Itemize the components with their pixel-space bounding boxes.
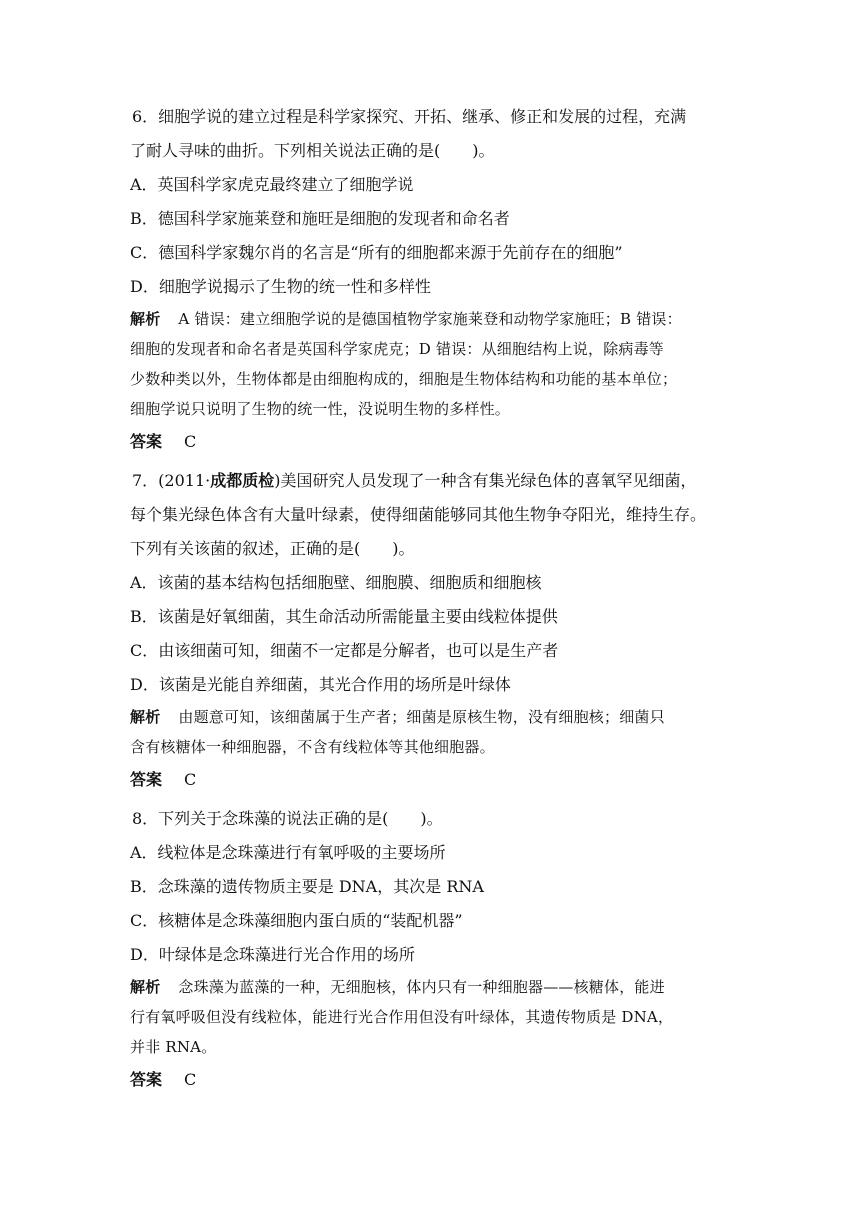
answer-label: 答案 [130,432,163,451]
explanation [130,304,734,424]
answer-label: 答案 [130,770,163,789]
option-b: B．德国科学家施莱登和施旺是细胞的发现者和命名者 [130,209,510,228]
stem-line: 6．细胞学说的建立过程是科学家探究、开拓、继承、修正和发展的过程，充满 [132,107,687,126]
explanation-text: A 错误：建立细胞学说的是德国植物学家施莱登和动物学家施旺；B 错误： [178,310,682,328]
question-6 [130,100,734,460]
answer-value: C [184,1070,197,1089]
option-c: C．德国科学家魏尔肖的名言是“所有的细胞都来源于先前存在的细胞” [130,243,623,262]
explanation-label: 解析 [130,310,161,328]
option-a: A．线粒体是念珠藻进行有氧呼吸的主要场所 [130,843,446,862]
stem-rest: )美国研究人员发现了一种含有集光绿色体的喜氧罕见细菌， [274,471,697,490]
explanation-text: 含有核糖体一种细胞器，不含有线粒体等其他细胞器。 [130,738,495,756]
answer [130,1062,734,1098]
explanation-label: 解析 [130,708,161,726]
question-stem [130,802,734,836]
option-c: C．由该细菌可知，细菌不一定都是分解者，也可以是生产者 [130,641,559,660]
answer-label: 答案 [130,1070,163,1089]
option-b: B．念珠藻的遗传物质主要是 DNA，其次是 RNA [130,877,484,896]
option-a: A．英国科学家虎克最终建立了细胞学说 [130,175,414,194]
stem-line: 每个集光绿色体含有大量叶绿素，使得细菌能够同其他生物争夺阳光，维持生存。 [130,505,707,524]
stem-prefix: 7．(2011· [132,471,211,490]
option-d: D．细胞学说揭示了生物的统一性和多样性 [130,277,431,296]
explanation [130,972,734,1062]
document-page [130,100,734,1102]
explanation-label: 解析 [130,978,161,996]
stem-source: 成都质检 [210,471,275,490]
option-b: B．该菌是好氧细菌，其生命活动所需能量主要由线粒体提供 [130,607,558,626]
option-c: C．核糖体是念珠藻细胞内蛋白质的“装配机器” [130,911,463,930]
stem-line: 了耐人寻味的曲折。下列相关说法正确的是( )。 [130,141,495,160]
question-7 [130,464,734,798]
explanation-text: 行有氧呼吸但没有线粒体，能进行光合作用但没有叶绿体，其遗传物质是 DNA， [130,1008,674,1026]
explanation-text: 细胞学说只说明了生物的统一性，没说明生物的多样性。 [130,400,511,418]
explanation-text: 细胞的发现者和命名者是英国科学家虎克；D 错误：从细胞结构上说，除病毒等 [130,340,664,358]
question-stem [130,100,734,168]
answer [130,424,734,460]
option-a: A．该菌的基本结构包括细胞壁、细胞膜、细胞质和细胞核 [130,573,542,592]
stem-line: 8．下列关于念珠藻的说法正确的是( )。 [132,809,443,828]
explanation-text: 少数种类以外，生物体都是由细胞构成的，细胞是生物体结构和功能的基本单位； [130,370,678,388]
answer-value: C [184,770,197,789]
option-d: D．叶绿体是念珠藻进行光合作用的场所 [130,945,415,964]
stem-line: 下列有关该菌的叙述，正确的是( )。 [130,539,415,558]
answer-value: C [184,432,197,451]
answer [130,762,734,798]
question-stem [130,464,734,566]
explanation-text: 由题意可知，该细菌属于生产者；细菌是原核生物，没有细胞核；细菌只 [178,708,665,726]
explanation-text: 并非 RNA。 [130,1038,217,1056]
stem-line [130,464,734,498]
explanation-text: 念珠藻为蓝藻的一种，无细胞核，体内只有一种细胞器——核糖体，能进 [178,978,665,996]
option-d: D．该菌是光能自养细菌，其光合作用的场所是叶绿体 [130,675,511,694]
explanation [130,702,734,762]
question-8 [130,802,734,1098]
